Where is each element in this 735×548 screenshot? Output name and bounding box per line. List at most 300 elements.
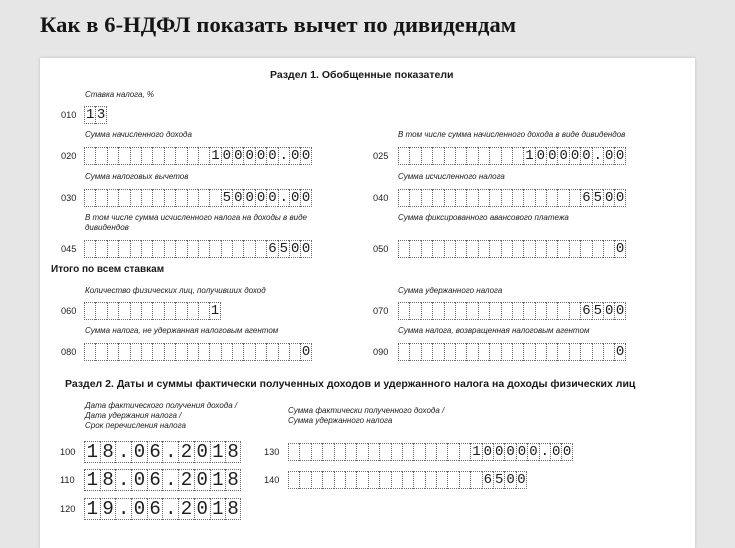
digit-cell [118, 240, 129, 258]
digit-cell [436, 471, 447, 489]
digit-cell [107, 302, 118, 320]
digit-cell: 0 [291, 241, 300, 257]
digit-cell: . [593, 148, 603, 164]
code-070: 070 [373, 306, 389, 316]
digit-cell: 0 [559, 148, 568, 164]
digit-cell: 0 [506, 472, 515, 488]
digit-cell [478, 189, 489, 207]
digit-cell [421, 343, 432, 361]
digit-cell: 0 [582, 148, 591, 164]
digit-cell: 1 [210, 498, 226, 520]
digit-cell [164, 240, 175, 258]
digit-cell [413, 471, 424, 489]
digit-cell [546, 302, 557, 320]
label-010: Ставка налога, % [85, 90, 155, 99]
digit-cell [152, 189, 163, 207]
digit-cell [187, 240, 198, 258]
digit-cell [243, 240, 254, 258]
digit-cell [107, 343, 118, 361]
form-sheet [40, 58, 695, 548]
digit-cell: 0 [131, 441, 147, 463]
digit-cell [141, 343, 152, 361]
digit-cell [130, 302, 141, 320]
digit-cell: 1 [525, 148, 534, 164]
digit-cell: 8 [225, 469, 241, 491]
digit-cell: 2 [178, 498, 194, 520]
digit-cell [356, 471, 367, 489]
digit-cell [311, 443, 322, 461]
digit-cell: 0 [615, 190, 625, 206]
digit-cell [356, 443, 367, 461]
digit-cell [398, 189, 409, 207]
digit-cell [455, 343, 466, 361]
section2-left-label-line3: Срок перечисления налога [85, 421, 186, 430]
digit-cell: 0 [194, 498, 210, 520]
digit-cell [141, 189, 152, 207]
code-100: 100 [60, 447, 76, 457]
digit-cell [535, 240, 546, 258]
digit-cell [546, 189, 557, 207]
digit-cell [118, 302, 129, 320]
label-080: Сумма налога, не удержанная налоговым агентом [85, 326, 279, 335]
digit-cell [421, 302, 432, 320]
digit-cell: 1 [210, 303, 220, 319]
digit-cell: 5 [593, 190, 603, 206]
digit-cell [501, 302, 512, 320]
digit-cell: 0 [301, 344, 311, 360]
digit-cell [447, 443, 458, 461]
digit-cell: . [540, 444, 549, 460]
section1-title: Раздел 1. Обобщенные показатели [270, 69, 454, 81]
digit-cell [266, 343, 277, 361]
code-140: 140 [264, 475, 280, 485]
digit-cell: 0 [222, 148, 232, 164]
digit-cell: 0 [605, 303, 614, 319]
digit-cell [95, 343, 106, 361]
digit-cell [512, 240, 523, 258]
digit-cell [489, 240, 500, 258]
digit-cell [118, 147, 129, 165]
digit-cell [288, 471, 299, 489]
code-045: 045 [61, 244, 77, 254]
digit-cell [95, 147, 106, 165]
digit-cell: . [162, 441, 178, 463]
digit-cell: 5 [593, 303, 603, 319]
label-060: Количество физических лиц, получивших доход [85, 286, 266, 295]
digit-cell [569, 343, 580, 361]
section2-right-label-line1: Сумма фактически полученного дохода / [288, 406, 445, 415]
digit-cell: 0 [291, 148, 300, 164]
field-010[interactable] [84, 106, 107, 124]
digit-cell [455, 147, 466, 165]
digit-cell [141, 302, 152, 320]
digit-cell [432, 343, 443, 361]
digit-cell: 8 [225, 441, 241, 463]
code-010: 010 [61, 110, 77, 120]
label-050: Сумма фиксированного авансового платежа [398, 213, 569, 222]
digit-cell [311, 471, 322, 489]
digit-cell [164, 147, 175, 165]
digit-cell [84, 302, 95, 320]
code-040: 040 [373, 193, 389, 203]
digit-cell [118, 343, 129, 361]
label-045-line1: В том числе сумма исчисленного налога на доходы в виде [85, 213, 307, 222]
digit-cell [592, 240, 603, 258]
digit-cell [187, 302, 198, 320]
digit-cell [455, 240, 466, 258]
digit-cell [84, 189, 95, 207]
digit-cell: 0 [256, 190, 266, 206]
digit-cell [130, 343, 141, 361]
digit-cell [243, 343, 254, 361]
digit-cell: 0 [615, 241, 625, 257]
digit-cell [299, 471, 310, 489]
digit-cell: 1 [210, 469, 226, 491]
digit-cell: 2 [178, 469, 194, 491]
digit-cell [489, 147, 500, 165]
digit-cell [421, 189, 432, 207]
digit-cell: 0 [615, 148, 625, 164]
digit-cell [478, 343, 489, 361]
digit-cell: 6 [147, 498, 163, 520]
digit-cell: 6 [147, 441, 163, 463]
digit-cell [107, 147, 118, 165]
digit-cell [455, 302, 466, 320]
digit-cell: 0 [268, 190, 277, 206]
digit-cell [432, 302, 443, 320]
field-120[interactable] [84, 498, 241, 520]
digit-cell [409, 343, 420, 361]
digit-cell [322, 471, 333, 489]
digit-cell [84, 343, 95, 361]
field-140[interactable] [288, 471, 527, 489]
digit-cell: 0 [256, 148, 266, 164]
digit-cell [523, 343, 534, 361]
digit-cell: 0 [301, 148, 311, 164]
digit-cell [345, 471, 356, 489]
digit-cell [523, 240, 534, 258]
digit-cell: 0 [194, 441, 210, 463]
digit-cell [501, 343, 512, 361]
digit-cell [130, 147, 141, 165]
code-130: 130 [264, 447, 280, 457]
digit-cell [175, 189, 186, 207]
label-045-line2: дивидендов [85, 223, 129, 232]
digit-cell: 1 [84, 441, 100, 463]
digit-cell [478, 240, 489, 258]
digit-cell [95, 302, 106, 320]
code-080: 080 [61, 347, 77, 357]
digit-cell: 0 [570, 148, 580, 164]
digit-cell [402, 471, 413, 489]
digit-cell: 0 [291, 190, 300, 206]
digit-cell [221, 240, 232, 258]
digit-cell: 0 [562, 444, 572, 460]
digit-cell [152, 343, 163, 361]
digit-cell: . [115, 469, 131, 491]
field-025[interactable] [398, 147, 626, 165]
digit-cell: 1 [211, 148, 220, 164]
code-060: 060 [61, 306, 77, 316]
digit-cell [535, 343, 546, 361]
digit-cell: 0 [245, 190, 254, 206]
code-050: 050 [373, 244, 389, 254]
digit-cell: 0 [548, 148, 557, 164]
digit-cell: 3 [96, 107, 106, 123]
digit-cell: . [162, 469, 178, 491]
digit-cell [141, 147, 152, 165]
digit-cell: 0 [131, 498, 147, 520]
digit-cell: 0 [301, 190, 311, 206]
field-040[interactable] [398, 189, 626, 207]
digit-cell [255, 343, 266, 361]
digit-cell [391, 471, 402, 489]
digit-cell: 0 [245, 148, 254, 164]
digit-cell: 1 [84, 498, 100, 520]
field-110[interactable] [84, 469, 241, 491]
digit-cell [130, 240, 141, 258]
digit-cell [512, 147, 523, 165]
digit-cell [198, 240, 209, 258]
digit-cell [368, 471, 379, 489]
label-030: Сумма налоговых вычетов [85, 172, 189, 181]
code-090: 090 [373, 347, 389, 357]
digit-cell [421, 240, 432, 258]
digit-cell: 0 [551, 444, 561, 460]
digit-cell [379, 471, 390, 489]
digit-cell [557, 240, 568, 258]
digit-cell [535, 302, 546, 320]
digit-cell [425, 443, 436, 461]
digit-cell [603, 240, 614, 258]
digit-cell [398, 343, 409, 361]
digit-cell [409, 302, 420, 320]
digit-cell: 0 [234, 190, 243, 206]
digit-cell [444, 343, 455, 361]
digit-cell [187, 189, 198, 207]
digit-cell [466, 189, 477, 207]
digit-cell: 0 [536, 148, 546, 164]
digit-cell [432, 147, 443, 165]
digit-cell: 6 [582, 303, 591, 319]
digit-cell [436, 443, 447, 461]
digit-cell [459, 471, 470, 489]
digit-cell [466, 240, 477, 258]
label-020: Сумма начисленного дохода [85, 130, 192, 139]
digit-cell [398, 302, 409, 320]
digit-cell [232, 343, 243, 361]
digit-cell: 1 [210, 441, 226, 463]
digit-cell [466, 343, 477, 361]
digit-cell [198, 343, 209, 361]
section2-right-label-line2: Сумма удержанного налога [288, 416, 393, 425]
digit-cell [299, 443, 310, 461]
digit-cell: 5 [279, 241, 289, 257]
digit-cell [409, 189, 420, 207]
digit-cell [546, 343, 557, 361]
digit-cell [466, 147, 477, 165]
digit-cell: 1 [85, 107, 95, 123]
field-060[interactable] [84, 302, 221, 320]
digit-cell [95, 240, 106, 258]
digit-cell [413, 443, 424, 461]
label-040: Сумма исчисленного налога [398, 172, 505, 181]
digit-cell [95, 189, 106, 207]
digit-cell [580, 343, 591, 361]
digit-cell: 0 [268, 148, 277, 164]
totals-subheading: Итого по всем ставкам [51, 264, 165, 275]
digit-cell: 8 [225, 498, 241, 520]
digit-cell [345, 443, 356, 461]
page-title: Как в 6-НДФЛ показать вычет по дивидендам [40, 12, 517, 37]
field-130[interactable] [288, 443, 573, 461]
digit-cell [152, 302, 163, 320]
digit-cell [444, 147, 455, 165]
digit-cell: 6 [147, 469, 163, 491]
digit-cell: 0 [605, 148, 614, 164]
digit-cell [402, 443, 413, 461]
digit-cell: 0 [301, 241, 311, 257]
digit-cell: 8 [100, 441, 116, 463]
digit-cell [175, 240, 186, 258]
digit-cell [141, 240, 152, 258]
digit-cell [187, 147, 198, 165]
digit-cell: 0 [234, 148, 243, 164]
digit-cell [459, 443, 470, 461]
digit-cell [455, 189, 466, 207]
digit-cell: 0 [615, 303, 625, 319]
digit-cell [421, 147, 432, 165]
code-110: 110 [60, 475, 75, 485]
digit-cell [221, 343, 232, 361]
digit-cell [470, 471, 481, 489]
digit-cell [432, 189, 443, 207]
digit-cell [512, 302, 523, 320]
digit-cell [152, 147, 163, 165]
digit-cell [164, 189, 175, 207]
digit-cell [535, 189, 546, 207]
digit-cell [444, 302, 455, 320]
digit-cell [557, 302, 568, 320]
digit-cell: . [115, 498, 131, 520]
digit-cell [130, 189, 141, 207]
digit-cell [152, 240, 163, 258]
digit-cell [84, 147, 95, 165]
digit-cell [444, 189, 455, 207]
digit-cell [409, 240, 420, 258]
field-090[interactable] [398, 343, 626, 361]
digit-cell [209, 343, 220, 361]
digit-cell [501, 240, 512, 258]
digit-cell [232, 240, 243, 258]
digit-cell [255, 240, 266, 258]
digit-cell: 0 [615, 344, 625, 360]
digit-cell [334, 443, 345, 461]
section2-title: Раздел 2. Даты и суммы фактически полученных доходов и удержанного налога на доходы физических лиц [65, 378, 636, 390]
digit-cell [512, 343, 523, 361]
digit-cell [569, 240, 580, 258]
digit-cell [409, 147, 420, 165]
digit-cell: 6 [582, 190, 591, 206]
digit-cell [557, 343, 568, 361]
label-025: В том числе сумма начисленного дохода в виде дивидендов [398, 130, 626, 139]
digit-cell [489, 302, 500, 320]
digit-cell: 5 [222, 190, 232, 206]
digit-cell [489, 189, 500, 207]
digit-cell [288, 443, 299, 461]
digit-cell [391, 443, 402, 461]
digit-cell: 6 [483, 472, 493, 488]
digit-cell [447, 471, 458, 489]
field-045[interactable] [84, 240, 312, 258]
digit-cell [432, 240, 443, 258]
digit-cell [603, 343, 614, 361]
digit-cell [322, 443, 333, 461]
field-080[interactable] [84, 343, 312, 361]
digit-cell: . [279, 190, 289, 206]
digit-cell: 5 [495, 472, 504, 488]
digit-cell [523, 302, 534, 320]
digit-cell [557, 189, 568, 207]
digit-cell [164, 343, 175, 361]
digit-cell [118, 189, 129, 207]
digit-cell [289, 343, 300, 361]
section2-left-label-line2: Дата удержания налога / [85, 411, 182, 420]
digit-cell: 1 [472, 444, 481, 460]
code-120: 120 [60, 504, 76, 514]
digit-cell [334, 471, 345, 489]
field-020[interactable] [84, 147, 312, 165]
digit-cell [379, 443, 390, 461]
digit-cell [444, 240, 455, 258]
digit-cell [198, 189, 209, 207]
digit-cell [175, 343, 186, 361]
field-100[interactable] [84, 441, 241, 463]
digit-cell: 0 [529, 444, 538, 460]
section2-left-label-line1: Дата фактического получения дохода / [85, 401, 238, 410]
label-090: Сумма налога, возвращенная налоговым агентом [398, 326, 590, 335]
digit-cell [580, 240, 591, 258]
digit-cell: 9 [100, 498, 116, 520]
digit-cell [84, 240, 95, 258]
digit-cell [164, 302, 175, 320]
digit-cell [523, 189, 534, 207]
digit-cell: 0 [194, 469, 210, 491]
code-030: 030 [61, 193, 77, 203]
field-050[interactable] [398, 240, 626, 258]
digit-cell: 0 [517, 444, 527, 460]
digit-cell [107, 240, 118, 258]
digit-cell [501, 189, 512, 207]
field-030[interactable] [84, 189, 312, 207]
digit-cell [398, 240, 409, 258]
digit-cell: 0 [483, 444, 493, 460]
digit-cell: 6 [268, 241, 277, 257]
field-070[interactable] [398, 302, 626, 320]
digit-cell [478, 302, 489, 320]
digit-cell [278, 343, 289, 361]
digit-cell [107, 189, 118, 207]
digit-cell [398, 147, 409, 165]
label-070: Сумма удержанного налога [398, 286, 503, 295]
code-025: 025 [373, 151, 389, 161]
digit-cell: 1 [84, 469, 100, 491]
digit-cell [501, 147, 512, 165]
digit-cell [198, 147, 209, 165]
digit-cell: 0 [506, 444, 515, 460]
digit-cell [512, 189, 523, 207]
digit-cell [466, 302, 477, 320]
